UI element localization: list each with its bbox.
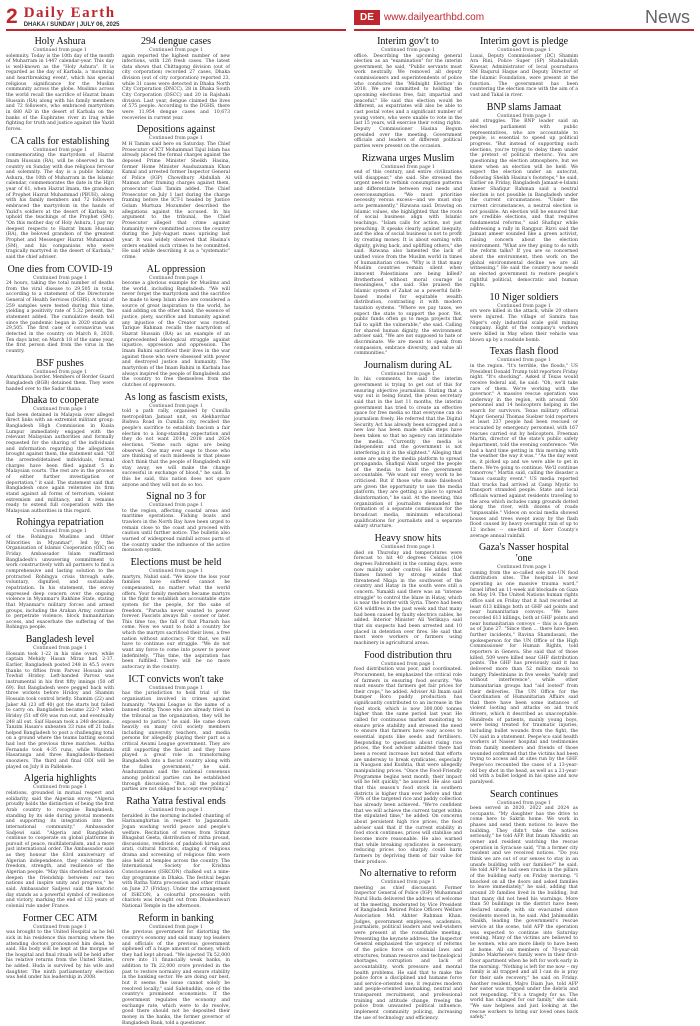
article-body: again reported the highest number of new infections, with 126 fresh cases. The latest data shows that Chittagong division (out of city corporation) recorded 27 cases, Dhaka division (out of city corporation) reported 23, while 31 cases were detected in Dhaka North City Corporation (DNCC), 28 in Dhaka South City Corporation (DSCC) and 20 in Rajshahi division. Last year, dengue claimed the lives of 575 people. According to the DGHS, there were 11,954 dengue cases and 10,673 recoveries in current year. — [122, 53, 230, 121]
continued-label: Continued from page 1 — [497, 303, 551, 309]
article-headline[interactable]: Gaza's Nasser hospital 'one — [478, 542, 570, 565]
article-body: died on Thursday and temperatures were forecast to hit 40 degrees Celsius (104 degrees Fahrenheit) in the coming days, were now mainly under control. He added that flames fanned by strong winds that threatened Nkaja in the southwest of the country and Hatay in the south were still a concern. Yumakli said there was an "intense struggle" to control the blaze in Hatay, which is near the border with Syria. There had been 624 wildfires in the past week and that many had been caused by faulty electrics cables, he added. Interior Minister Ali Yerlikaya said that six suspects had been arrested and 10 placed in detention over fires. He said that most were workers or farmers using machinery in agricultural areas. — [354, 550, 462, 647]
article-headline[interactable]: Heavy snow hits — [374, 533, 442, 545]
article-headline[interactable]: Rohingya repatriation — [16, 517, 104, 529]
article-headline[interactable]: Reform in banking — [138, 912, 214, 924]
article — [6, 358, 114, 392]
article-body: Amarkhana border. Members of Border Guard Bangladesh (BGB) detained them. They were handed over to the Sadar thana. — [6, 375, 114, 392]
article — [470, 346, 578, 539]
article — [122, 557, 230, 671]
article-headline[interactable]: Interim govt is pledge — [479, 36, 569, 47]
article-headline[interactable]: BSF pushes — [36, 357, 84, 369]
continued-label: Continued from page 1 — [33, 924, 87, 930]
article — [470, 542, 578, 785]
article-headline[interactable]: Search continues — [489, 788, 559, 800]
article-headline[interactable]: Former CEC ATM — [22, 912, 98, 924]
article-headline[interactable]: Food distribution thru — [364, 649, 452, 661]
article — [354, 36, 462, 150]
article — [6, 913, 114, 981]
article-headline[interactable]: BNP slams Jamaat — [486, 101, 562, 113]
article-body: to the region, affecting coastal areas and maritime operations. Fishing boats and trawlers in the North Bay have been urged to remain close to the coast and proceed with caution until further notice. The bulletin also warned of widespread rainfall across parts of the country under the influence of the active monsoon system. — [122, 508, 230, 554]
article-headline[interactable]: As long as fascism exists, — [124, 391, 228, 403]
article — [470, 102, 578, 289]
article-body: commemorating the martyrdom of Hazrat Imam Hussain (RA), will be observed in the country on Sunday with due religious fervour and solemnity. The day is a public holiday. Ashura, the 10th of Muharram in the Islamic calendar, commemorates the date in the Hijri year of 61, when Hazrat Imam, the grandson of Prophet Hazrat Muhammad (PBUH), along with his family members and 72 followers embraced the martyrdom in the hands of Yazid's soldiers at the desert of Karbala to uphold the teachings of the Prophet (SM). "On this mother day of Holy Ashura, I pay my deepest respects to Hazrat Imam Hussain (RA), the beloved grandson of the greatest Prophet and Messenger Hazrat Muhammad (SM), and his companions who were tragically martyred in the desert of Karbala," said the chief adviser. — [6, 153, 114, 260]
continued-label: Continued from page 1 — [33, 529, 87, 535]
article-headline[interactable]: Signal no 3 for — [146, 491, 206, 503]
article-body: the previous government for distorting the country's economy and said many top leaders and officials of the previous government siphoned off a huge amount of money, which they had kept abroad. "We injected Tk 52,000 crore into 11 financially weak banks, in addition to Tk 22,000 crore provided in the past to restore normalcy and ensure stability in the banking sector. We are doing our best, but it seems the issue cannot solely be resolved locally," said Salehuddin, one of the country's prominent economists. If the government regulates the economy and exchange rate, which were to do resolve, good there should not be deposited their money in the banks, the former governor of Bangladesh Bank, told a questioner. — [122, 930, 230, 1026]
continued-label: Continued from page 1 — [381, 48, 435, 53]
article-headline[interactable]: Dhaka to cooperate — [21, 395, 99, 407]
article-body: been served in 2020, 2022 and 2024 as occupants. "My daughter has the drive to come here to Sakrin home. We work in phases and send them notices to leave the building. They didn't take the notices seriously," he told AFP. But Imam Khaddir, an owner and resident watching the rescue operation in Syracuse said, "I'm a former city resident and we received notices. "Do you think we are out of our senses to stay in an unsafe building with our families?" he said. He told AFP he had seen cracks in the pillars of the building early on Friday morning. "I knocked on all the doors and asked families to leave immediately," he said, adding that around 20 families lived in the building, but that many did not heed his warnings. More than 50 buildings in the district have been declared unsafe, with six evacuated since residents moved in, he said. Abd Jahimuddin Shaikh, leading the government's rescue service at the scene, told AFP the operation was expected to continue into Saturday evening. Many of the victims are believed to be women, who are more likely to have been at home. All six members of 70-year-old Jumbo Makrheiwe's family were in their first-floor apartment when he left for work early in the morning. "Nothing is left for me now -- my family is all trapped and all I can do is pray for their safe recovery," he said on Friday. Another resident, Majro Diam Jue, told AFP her sister was trapped under the debris and not responding. "It's a tragedy for us. The world has changed for our family," she said. "We saw helpless and just looking at the rescue workers to bring our loved ones back safely." — [470, 806, 578, 1021]
continued-label: Continued from page 1 — [149, 403, 203, 409]
page-number: 2 — [6, 5, 18, 28]
article — [354, 650, 462, 865]
article-body: Hossain took 1-22 in his nine overs, while captain Mehidy Hasan Miraz had 2-37. Earlier, Bangladesh posted 248 in 45.5 overs thanks to fifties from Parvez Hossain and Towhid Hridoy. Left-handed Parvez was instrumental in his first fifty innings (50 off 69). But Bangladesh were pegged back with three wickets before Hridoy and Shamim Hossain took control briefly. Shamim (22) and Jaker Ali (23 off 40) got the starts but failed to carry on. Bangladesh became 222-7 when Hridoy (51 off 69) was run out, and eventually 248 all out. Saif Hassan took a 248 decision... Tanzim Hasan's unbeaten 33 runs off 21 balls helped Bangladesh to post a challenging total on a ground where the teams batting second had lost the previous three matches. Asitha Fernando took 4-35 runs, while Wanindu Hasaranga and three Bangladeshi-themed snooziers. The third and final ODI will be played on July 8 in Pallekele. — [6, 651, 114, 770]
logo-mark: DE — [354, 10, 380, 25]
article-headline[interactable]: Texas flash flood — [489, 346, 559, 358]
continued-label: Continued from page 1 — [497, 358, 551, 364]
article-body: office. Describing the upcoming general election as an "examination" for the interim government, he said, "Public servants must work neutrally. We removed all deputy commissioners and superintendents of police who conducted the 'Midnight Election' in 2018. We are committed to holding the upcoming elections free, fair, impartial and peaceful." He said this election would be different, as expatriates will also be able to cast postal votes and a significant number of young voters, who were unable to vote in the last 15 years, will exercise their voting rights. Deputy Commissioner Hasina Begum presided over the meeting. Government officials and leaders of different political parties were present on the occasion. — [354, 53, 462, 149]
article — [122, 392, 230, 489]
article — [6, 264, 114, 355]
article-body: in the region. "It's terrible, the floods," US President Donald Trump told reporters Friday night. "It's shocking". Asked if Texas would receive federal aid, he said: "Oh, we'll take care of them. We're working with the governor." A massive rescue operation was underway in the region, with around 500 personnel and 14 helicopters helping in the search for survivors. Texas military official Major General Thomas Suelzer told reporters at least 237 people had been rescued or evacuated by emergency personnel, with 167 rescues carried out by helicopters. Freeman Martin, director of the state's public safety department, told the evening conference: "We had a hard time getting in this morning with the weather the way it was." "As the day went on, it picked up and we were able to get in there. We're going to continue. We'll continue tomorrow," Martin said, calling the disaster a "mass casualty event." US media reported that trucks had arrived at Camp Mystic to transport stranded people. State and local officials warned against residents traveling to the area which includes camp grounds dotted along the river, with dozens of roads "impassable." Videos on social media showed houses and trees swept away by the flash flood caused by heavy overnight rain of up to 12 inches -- one-third of Kerr County's average annual rainfall. — [470, 363, 578, 539]
article — [470, 789, 578, 1021]
article-headline[interactable]: Rizwana urges Muslim — [361, 152, 455, 164]
article — [122, 674, 230, 793]
logo — [354, 10, 484, 25]
article-headline[interactable]: Algeria highlights — [23, 773, 97, 785]
article-body: solemnity. Today is the 10th day of the month of Muharram in 1447 calendar-year. This day is well-known as the "Holy Ashura". It is regarded as the day of Karbala, a 'mourning and heartbreaking event', which has special religious significance for the Muslim community across the globe. Muslims across the world recall the sacrifice of Hazrat Imam Hussain (RA) along with his family members and 72 followers, who embraced martyrdom in 680 AD in the desert of Karbala on the banks of the Euphrates river in Iraq while fighting for truth and justice against the Yazid forces. — [6, 53, 114, 133]
article-body: of the Rohingya Muslims and Other Minorities in Myanmar", led by the Organisation of Islamic Cooperation (OIC) on Friday. Ambassador Islam reaffirmed Bangladesh's unwavering commitment to work constructively with all partners to find a comprehensive and lasting solution to the protracted Rohingya crisis through safe, voluntary, dignified, and sustainable repatriation. In his statement, the envoy expressed deep concern over the ongoing violence in Myanmar's Rakhine State, stating that Myanmar's military forces and armed groups, including the Arakan Army, continue to perpetrate violence, block humanitarian access, and exacerbate the suffering of the Rohingya people. — [6, 534, 114, 631]
masthead-title: Daily Earth — [23, 5, 116, 21]
article-body: was brought to the United Hospital as he fell sick in his residence this morning where the attending doctors pronounced him dead, he said. His body will be kept at the morgue of the hospital and final rituals will be held after his relative returns from the United States, he added. Huda is survived by his wife and daughter. The ninth parliamentary election was held under his leadership in 2008. — [6, 930, 114, 981]
article — [122, 264, 230, 389]
continued-label: Continued from page 1 — [149, 808, 203, 814]
article-headline[interactable]: Bangladesh level — [25, 634, 95, 646]
continued-label: Continued from page 1 — [381, 545, 435, 551]
article — [122, 796, 230, 910]
article — [470, 36, 578, 99]
article-headline[interactable]: One dies from COVID-19 — [7, 263, 113, 275]
continued-label: Continued from page 1 — [497, 800, 551, 806]
dateline: DHAKA / SUNDAY | JULY 06, 2025 — [23, 22, 120, 28]
article-headline[interactable]: 10 Niger soldiers — [489, 291, 559, 303]
article-body: food distribution was poor, and coordinated. Procurement, he emphasized the critical role of farmers in ensuring food security. "We must ensure that farmers get fair prices for their crops," he added. Adviser Ali Imam said bumper Boro paddy production has significantly contributed to an increase in the food stock, which is now 300,000 tonnes higher than the same period last year. He called for continuous market monitoring to ensure price stability and stressed the need to ensure that farmers have easy access to essential inputs like seeds and fertilisers. Responding to questions about rising rice prices, the food adviser admitted there had been a recent increase but noted that efforts are underway to break syndicates, especially in Naogaon and Kushtia, that were allegedly manipulating prices. "Once the Food-Friendly Programme begins next month, their impact will be felt quickly," he assured. He also said that this season's food stock in southern districts is higher than ever before and that 70% of the targeted rice and paddy collection has already been achieved. "We're confident that we will achieve the current target within the stipulated time," he added. On concerns about persistent high rice prices, the food adviser said that if the current stability in food stock continues, prices will stabilise and become more reasonable. He also warned that while breaking syndicates is necessary, reducing prices too sharply could harm farmers by depriving them of fair value for their produce. — [354, 667, 462, 865]
header-right — [354, 6, 694, 28]
article-headline[interactable]: ICT convicts won't take — [128, 673, 224, 685]
article-body: told a path rally, organised by Cumilla metropolitan Jamaat unit, on Alekharchar Bishwa Road in Cumilla city, recalled the people's sacrifice to establish fascism a fair election to a long-standing expectation and they do not want 2014, 2018 and 2024 elections. "Some such signs are being observed. One may ever sage to those who are thinking of such misdeeds is that please don't think that the people of Bangladesh will stay away, we will make the change successful in exchange of blood," he said. In this he said, this nation does not spare anyone and they will not do so too. — [122, 409, 230, 488]
article — [470, 292, 578, 343]
article-headline[interactable]: Journalism during AL — [364, 359, 452, 371]
article — [6, 136, 114, 261]
article-body: had been detained in Malaysia over alleged direct links with an extremist militant group. Bangladesh High Commission in Kuala Lumpur immediately engaged with the relevant Malaysian authorities and formally requested for the sharing of the individuals and information regarding the allegations brought against them, the statement said. "Of the arrested/detained individuals, formal charges have been filed against 5 in Malaysian courts. The rest are in the process of either further investigation or deportation," it said. The statement said that Bangladesh once again reiterates its firm stand against all forms of terrorism, violent extremism and militancy, and it remains ready to extend full cooperation with the Malaysian authorities in this regard. — [6, 412, 114, 514]
continued-label: Continued from page 1 — [497, 565, 551, 571]
article — [354, 868, 462, 1021]
article-body: become a glorious example for Muslims and the world, including Bangladesh. "We will never forget the martyrdom and the sacrifice he made to keep Islam alive are considered a source of great inspiration to the world, he said adding on the other hand, the essence of justice, piety, sacrifice and humanity against any injustice of the Creator was rooted. Tarique Rahman recalls the martyrdom of Hazrat Hussain (RA) as an example of an unprecedented ideological struggle against injustice, oppression and oppression. The Imam Bahini sacrificed their lives in the war against those who were obsessed with power and destroyed justice and humanity. The martyrdom of the Imam Bahini in Karbala has always inspired the people of Bangladesh and the country to free themselves from the clutches of oppressors. — [122, 281, 230, 388]
article-headline[interactable]: CA calls for establishing — [10, 135, 110, 147]
continued-label: Continued from page 1 — [33, 275, 87, 281]
header-left — [6, 6, 350, 28]
article-headline[interactable]: Ratha Yatra festival ends — [126, 796, 226, 808]
article — [122, 36, 230, 121]
continued-label: Continued from page 1 — [497, 48, 551, 53]
continued-label: Continued from page 1 — [33, 369, 87, 375]
article — [6, 773, 114, 909]
article — [6, 634, 114, 770]
continued-label: Continued from page 1 — [33, 48, 87, 53]
article — [354, 360, 462, 530]
article-headline[interactable]: AL oppression — [146, 263, 206, 275]
continued-label: Continued from page 1 — [381, 661, 435, 667]
article-headline[interactable]: 294 dengue cases — [141, 36, 211, 47]
continued-label: Continued from page 1 — [149, 48, 203, 53]
article — [6, 517, 114, 631]
column-2 — [122, 36, 230, 1026]
continued-label: Continued from page 1 — [33, 147, 87, 153]
article — [6, 395, 114, 514]
header-rule-left — [6, 29, 346, 31]
article — [122, 491, 230, 554]
article-body: 24 hours, taking the total number of deaths from the viral disease to 29,505 in total, according to a statement of the Directorate General of Health Services (DGHS). A total of 259 samples were tested during this time, yielding a positivity rate of 5.32 percent, the statement added. The cumulative death toll since the pandemic began in 2020 stands at 29,505. The first case of coronavirus was detected in the country on March 8, 2020. Ten days later, on March 18 of the same year, the first person died from the virus in the country. — [6, 281, 114, 355]
column-1 — [6, 36, 114, 981]
continued-label: Continued from page 1 — [33, 646, 87, 652]
article-headline[interactable]: No alternative to reform — [359, 868, 457, 880]
article-body: ers were killed in the attack, while 20 others were injured. The village of Samira has Niger's only industrial scale gold mining company. Eight of the company's workers were killed in May when their vehicle was blown up by a roadside bomb. — [470, 309, 578, 343]
continued-label: Continued from page 1 — [149, 503, 203, 509]
article-body: end of this century, and entire civilizations will disappear," she said. She stressed the urgent need to rethink consumption patterns and differentiate between real needs and overconsumption. "We must prioritise necessity versus excess—and we must stop acts permanently," Rizwana said. Drawing on Islamic values, she highlighted that the roots of social business align with Islamic teachings. "Islam calls for action, not just preaching. It speaks clearly against inequity, and the idea of social business is not to profit by creating money. It is about earning with dignity, giving back, and uplifting others," she said. Rizwana also lamented the lack of unified voice from the Muslim world in times of humanitarian crises. "Why is it that many Muslim countries remain silent when innocent Palestinians are being killed? Brotherhood without moral courage is meaningless," she said. She praised the Islamic system of Zakat as a powerful faith-based model for equitable wealth distribution, contrasting it with modern taxation systems. "Where we pay taxes, we expect the state to support the poor. Yet, public funds often go to mega projects that fail to uplift the vulnerable," she said. Calling for shared human dignity, the environment adviser said, "We are not supposed to hate or discriminate. We are meant to speak from compassion, embrace diversity, and value all communities." — [354, 170, 462, 357]
article-body: meeting as chief discussant. Former Inspector General of Police (IGP) Muhammad Nurul Huda delivered the address of welcome at the meeting, moderated by Vice President of Bangladesh Retired Police Officers Welfare Association Md. Akhter Rahman Khan. Judges, government employees, academics, journalists, political leaders and well-wishers were present at the roundtable meeting. Presenting the keynote address, the Inspector General emphasized the urgency of reforms of the police force on colonial laws and structures, human resource and technological shortages, corruption and lack of accountability, work pressure and mental health problems. He said that to make the police force a disciplined and humane force and service-oriented one, it requires modern and people-oriented lawmaking, neutral and transparent recruitment, and professional training and attitude change, freeing the police from unwanted political influence, implement community policing, increasing the use of technology and efficiency. — [354, 885, 462, 1021]
site-url[interactable]: www.dailyearthbd.com — [384, 11, 485, 23]
continued-label: Continued from page 1 — [33, 785, 87, 791]
article-body: has the jurisdiction to hold trial of the organisation involved in crimes against humanity. "Awami League is the name of a banned entity. Those who are already tried in the tribunal as the organization, they will be exposed to justice," he said. He came down heavily on many civil society members including university teachers, and media persons for allegedly playing their part as a critical Awami League government. They are still supporting the fascist and they have played a great role in transforming Bangladesh into a fascist country along with the fallen government," he said. Asaduzzaman said the national consensus among political parties can be established through discussion. "But, all the political parties are not obliged to accept everything." — [122, 691, 230, 793]
article — [6, 36, 114, 133]
continued-label: Continued from page 1 — [497, 113, 551, 119]
continued-label: Continued from page 1 — [381, 371, 435, 377]
article-headline[interactable]: Elections must be held — [130, 557, 222, 569]
continued-label: Continued from page 1 — [381, 880, 435, 886]
article-body: Lusai, Deputy Commissioner (DC) Shamim Ara Rini, Police Super (SP) Shahabullah Kawsar, Administrator of local pourashava SM Baqurul Haque and Deputy Director of the Islamic Foundation, were present at the function. The government has been countering the election race with the aim of a vast and Takal in river. — [470, 53, 578, 99]
article-headline[interactable]: Holy Ashura — [34, 36, 86, 47]
article-body: heralded in the morning included chanting of Harinamghirtan in respect to Jagannath. Jogan washing world peace and people's welfare. Recitation of verses from Srimat Bhagabat Geeta, distribution of ratha prosad, discussions, rendition of padaboli kirtan and arati, cultural function, staging of religious drama and screening of religious film were also held at temples across the country. The International Society for Krishna Consciousness (ISKCON) chalked out a nine-day programme in Dhaka. The festival began with Ratha Yatra procession and other rituals on June 27 (Friday). Under the arrangement of ISKCON, a colourful procession with chariots was brought out from Dhakeshwari National Temple in the afternoon. — [122, 813, 230, 910]
masthead — [24, 6, 120, 28]
article-body: coming from the so-called sole non-UN food distribution sites. The hospital is now operating as one massive trauma ward," Israel lifted an 11-week aid blockade on Gaza on May 19. The United Nations human rights office said on Friday that it had recorded at least 613 killings both at GHF aid points and near humanitarian convoys. "We have recorded 613 killings, both at GHF points and near humanitarian convoys -- this is a figure as of June 27. "Since then ... there have been further incidents," Ravina Shamdasani, the spokesperson for the UN Office of the High Commissioner for Human Rights, told reporters in Geneva. She said that of those killed, 509 were killed near GHF distribution points. The GHF has previously said it has delivered more than 52 million meals to hungry Palestinians in five weeks "safely and without interference", while other humanitarian groups had "aid looted" from their deliveries. The UN Office for the Coordination of Humanitarian Affairs said that there have been some instances of violent looting and attacks on aid truck drivers, which it described as unacceptable. Hundreds of patients, mainly young boys, were being treated for traumatic injuries, including bullet wounds from the fight, the UN said in a statement. Peepe'sco said health workers at Nasser hospital and testimonies from family members and friends of those wounded confirmed that the victims had been trying to access aid at sites run by the GHF. Peepe'sco recounted the cases of a 13-year-old boy shot in the head, as well as a 21-year-old with a bullet lodged in his spine and now paralysed. — [470, 570, 578, 785]
article-headline[interactable]: Depositions against — [136, 124, 216, 136]
continued-label: Continued from page 1 — [149, 275, 203, 281]
continued-label: Continued from page 1 — [149, 569, 203, 575]
column-4 — [470, 36, 578, 1021]
continued-label: Continued from page 1 — [381, 164, 435, 170]
article — [354, 153, 462, 357]
column-3 — [354, 36, 462, 1021]
article-body: relations, grounded in mutual respect and solidarity, said the Algerian envoy. "Algeria proudly holds the distinction of being the first Arab country to recognise Bangladesh, standing by its side during pivotal moments and supporting its integration into the international community," Ambassador Sadjewi said. "Algeria and Bangladesh continue to cooperate on global platforms in pursuit of peace, multilateralism, and a more just international order. The Ambassador said as they honour the 63rd anniversary of Algerian independence, they celebrate the freedom, strength, and resilience of the Algerian people. "May this cherished occasion deepen the friendship between our two nations and inspire unity and progress," he said. Ambassador Sadjewi said the historic day stands as a powerful symbol of resilience and victory, marking the end of 132 years of colonial rule under France. — [6, 790, 114, 910]
article-headline[interactable]: Interim gov't to — [377, 36, 439, 47]
article — [122, 124, 230, 260]
section-title: News — [644, 6, 690, 27]
article-body: martyrs, Nahid said. "We know the loss your families have suffered cannot be compensated, no matter what the world offers. Your family members became martyrs in the fight to establish an accountable state system for the people, for the sake of freedom. "Parusha never wanted to power forever. Fascists always fall - sooner or later. This time too, the fall of that Pharaoh has come. Now we want to hold a country for which the martyrs sacrificed their lives, a free nation without autocracy. For that, we will have to continue our struggle. "We do not want any force to come into power to power indefinitely. "This time, the aspiration has been fulfilled. There will be no more autocracy in the country. — [122, 574, 230, 671]
continued-label: Continued from page 1 — [33, 407, 87, 413]
continued-label: Continued from page 1 — [149, 685, 203, 691]
article-body: and struggles. The BNP leader said an elected parliament with public representatives, who are accountable to people, is essential to speed up political progress. "But instead of supporting such elections, you're trying to delay them under the pretext of political rhetoric. You are questioning the election atmosphere, but we know when an election will be held. We expect the election under an autocrat, following Sheikh Hasina's footsteps," he said. Earlier on Friday, Bangladesh Jamaat-e-Islami Ameer Shafiqur Rahman said a neutral election is not possible in Bangladesh under the current circumstances. "Under the current circumstances, a neutral election is not possible. An election will be ensured that are credible elections, and that requires fundamental reforms," said Shafiqur while addressing a rally in Rangpur. Rizvi said the Jamaat ameer sounded like a green activist, raising concern about the election environment. "What are they going to do with the reform talks? If you are so concerned about the environment, then work on the global environmental decline we are all witnessing." He said the country now needs an elected government to restore people's rightful political, democratic and human rights. — [470, 119, 578, 289]
article — [354, 533, 462, 647]
header-rule-right — [354, 29, 694, 31]
article-body: M H Tamim said here on Saturday. The Chief Prosecutor of ICT Mohammad Tajul Islam has already placed the formal charges against the deposed Prime Minister Sheikh Hasina, former Home Minister Asaduzzaman Khan Kamal and arrested former Inspector General of Police (IGP) Chowdhury Abdullah Al Mamun after framing charges against them, prosecutor Gazi Tamim added. The Chief Prosecutor on July 1 last during the charge framing before the ICT-1 headed by Justice Golam Murtuza Mozumder described the allegations against the accused. In his argument to the tribunal, the Chief Prosecutor alleged that crime against humanity were committed across the country during the July-August mass uprising last year. It was widely observed that Hasina's orders enabled such crimes to be committed. He said while describing it as a "systematic" crime. — [122, 141, 230, 260]
article-body: In his comments, he said the interim government is trying to get out of this for ensuring objective journalism. Stating that a way out is being found, the press secretary said that in the last 11 months, the interim government has tried to create an effective space for free media so that everyone can do journalism freely. He referred that the Digital Security Act has already been scrapped and a new law has been made while steps have been taken so that no agency can intimidate the media. "Currently the media is independent and the government is not interfering in it in the slightest." Alleging that some are using the media platform to spread propaganda, Shafiqul Alam urged the people of the media to hold the government accountable. "We want our every work to be criticised. But if those who make falsehood are given the opportunity to use the media platform, they are getting a place to spread disinformation," he said. At the meeting, this organization of journalists demanded the formation of a separate commission for the broadcast media, minimum educational qualifications for journalists and a separate salary structure. — [354, 377, 462, 530]
continued-label: Continued from page 1 — [149, 924, 203, 930]
article — [122, 913, 230, 1026]
continued-label: Continued from page 1 — [149, 136, 203, 142]
